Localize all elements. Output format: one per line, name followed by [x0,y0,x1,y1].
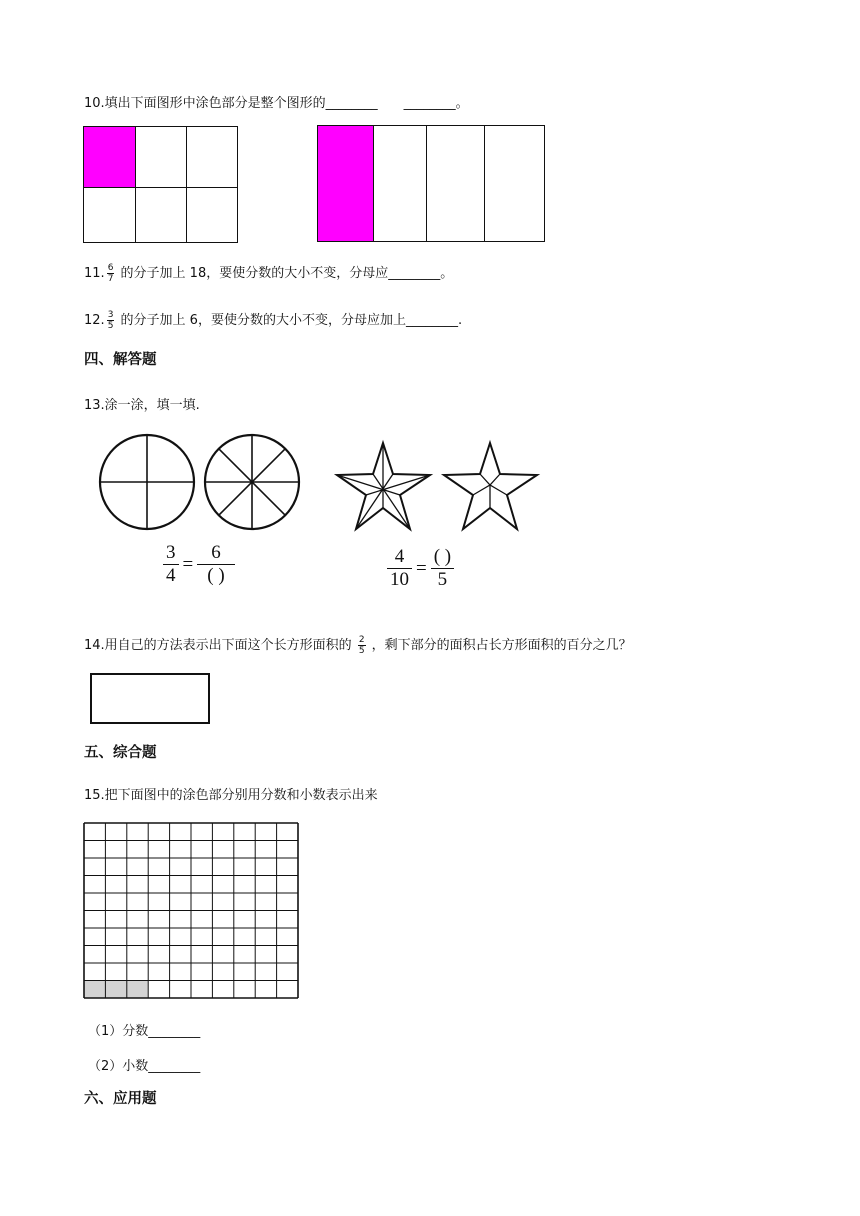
eq2-left-fraction [387,546,412,591]
q13-equation-1 [163,542,235,587]
eq1-left-den: 4 [166,565,176,586]
q15-sub1: （1）分数________ [88,1024,201,1039]
shaded-grid-cell [84,981,105,999]
q14-rectangle[interactable] [90,673,211,725]
q14-fraction [358,635,366,656]
hundred-grid [83,822,299,999]
q12 [84,309,462,331]
q15-sub2: （2）小数________ [88,1059,201,1074]
q10-text: 10.填出下面图形中涂色部分是整个图形的________ ________。 [84,96,469,111]
circle-eighths [204,434,302,532]
section-heading-6: 六、应用题 [84,1091,157,1107]
q11-fraction [107,263,115,284]
q14-text-before: 14.用自己的方法表示出下面这个长方形面积的 [84,638,356,653]
eq1-equals: = [182,553,194,575]
q14-text-after: ，剩下部分的面积占长方形面积的百分之几？ [367,638,632,653]
q12-fraction [107,310,115,331]
eq2-left-num: 4 [387,546,412,569]
q14 [84,634,632,656]
q11-prefix: 11. [84,266,105,281]
q14-frac-num: 2 [358,635,365,645]
shaded-grid-cell [105,981,126,999]
q12-text: 的分子加上 6，要使分数的大小不变，分母应加上________. [116,313,463,328]
eq2-right-fraction [431,546,454,591]
eq1-right-fraction [197,542,235,587]
section-heading-5: 五、综合题 [84,745,157,761]
star-ten-parts [336,441,432,533]
q14-frac-den: 5 [358,646,365,656]
eq2-right-num[interactable]: ( ) [431,546,454,569]
eq2-equals: = [416,557,427,579]
eq1-right-den[interactable]: ( ) [207,565,225,586]
q12-frac-den: 5 [107,321,114,331]
eq1-right-num: 6 [197,542,235,565]
q13-equation-2 [387,546,454,591]
section-heading-4: 四、解答题 [84,352,157,368]
q13-text: 13.涂一涂，填一填. [84,398,200,413]
q11-frac-den: 7 [107,274,114,284]
eq2-left-den: 10 [390,569,409,590]
q12-frac-num: 3 [107,310,114,320]
q11-frac-num: 6 [107,263,114,273]
shaded-grid-cell [127,981,148,999]
q15-text: 15.把下面图中的涂色部分别用分数和小数表示出来 [84,788,378,803]
q10-figure-grid [83,126,239,244]
q11 [84,262,453,284]
eq1-left-num: 3 [163,542,179,565]
shaded-strip [318,126,374,242]
q12-prefix: 12. [84,313,105,328]
q11-text: 的分子加上 18，要使分数的大小不变，分母应________。 [116,266,454,281]
shaded-cell [84,127,136,188]
circle-quarters [99,434,197,532]
eq1-left-fraction [163,542,179,587]
q10-figure-strip [317,125,546,243]
eq2-right-den: 5 [437,569,448,590]
star-five-parts [443,441,539,533]
